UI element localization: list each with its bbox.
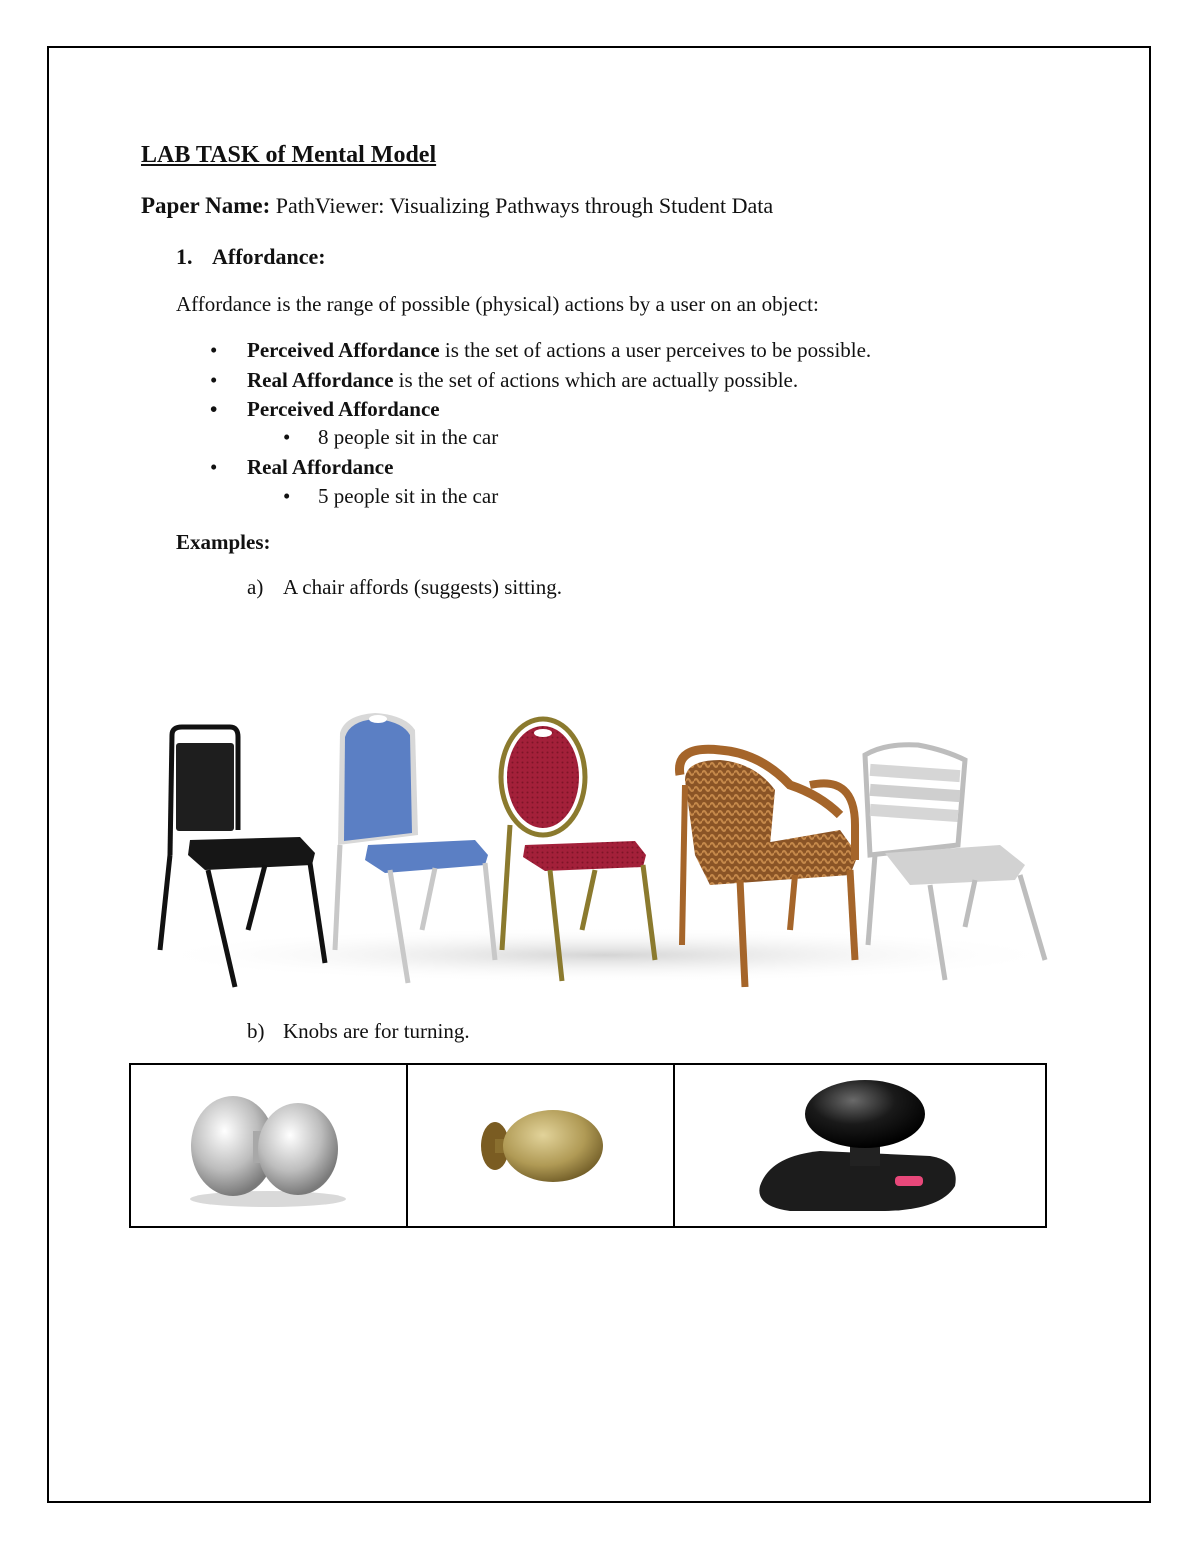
example-b-text: Knobs are for turning. (283, 1019, 470, 1043)
knobs-table (129, 1063, 1047, 1228)
section-number: 1. (176, 244, 193, 269)
sub-bullet-item (283, 425, 499, 450)
bullet-icon: • (283, 484, 291, 508)
example-a (247, 575, 562, 600)
bullet-icon: • (210, 455, 218, 479)
bullet-term: Perceived Affordance (247, 397, 440, 421)
knob-cell (131, 1065, 406, 1226)
bullet-term: Perceived Affordance (247, 338, 440, 362)
example-b-label: b) (247, 1019, 265, 1043)
chairs-illustration (150, 705, 1060, 995)
bullet-term: Real Affordance (247, 368, 394, 392)
section-title: Affordance: (212, 244, 326, 269)
paper-name-value: PathViewer: Visualizing Pathways through Student Data (270, 193, 774, 218)
example-b (247, 1019, 470, 1044)
bullet-text: is the set of actions which are actually possible. (393, 368, 799, 392)
bullet-item (210, 368, 799, 393)
bullet-icon: • (210, 338, 218, 362)
example-a-label: a) (247, 575, 264, 599)
chairs-image (150, 705, 1060, 995)
bullet-item (210, 455, 394, 480)
silver-knob-icon (178, 1081, 358, 1211)
bullet-text: is the set of actions a user perceives to be possible. (439, 338, 872, 362)
intro-paragraph: Affordance is the range of possible (physical) actions by a user on an object: (176, 292, 819, 316)
knob-cell (673, 1065, 1045, 1226)
brass-knob-icon (465, 1101, 615, 1191)
section-heading (176, 244, 326, 270)
examples-heading: Examples: (176, 530, 271, 554)
paper-name-line (141, 193, 773, 219)
bullet-term: Real Affordance (247, 455, 394, 479)
bullet-item (210, 338, 872, 363)
sub-bullet-text: 8 people sit in the car (318, 425, 499, 449)
knob-cell (406, 1065, 673, 1226)
bullet-icon: • (210, 397, 218, 421)
document-title: LAB TASK of Mental Model (141, 142, 437, 168)
bullet-icon: • (283, 425, 291, 449)
example-a-text: A chair affords (suggests) sitting. (283, 575, 562, 599)
bullet-item (210, 397, 440, 422)
bullet-icon: • (210, 368, 218, 392)
sub-bullet-item (283, 484, 499, 509)
sub-bullet-text: 5 people sit in the car (318, 484, 499, 508)
paper-name-label: Paper Name: (141, 193, 271, 218)
black-knob-icon (750, 1076, 970, 1216)
